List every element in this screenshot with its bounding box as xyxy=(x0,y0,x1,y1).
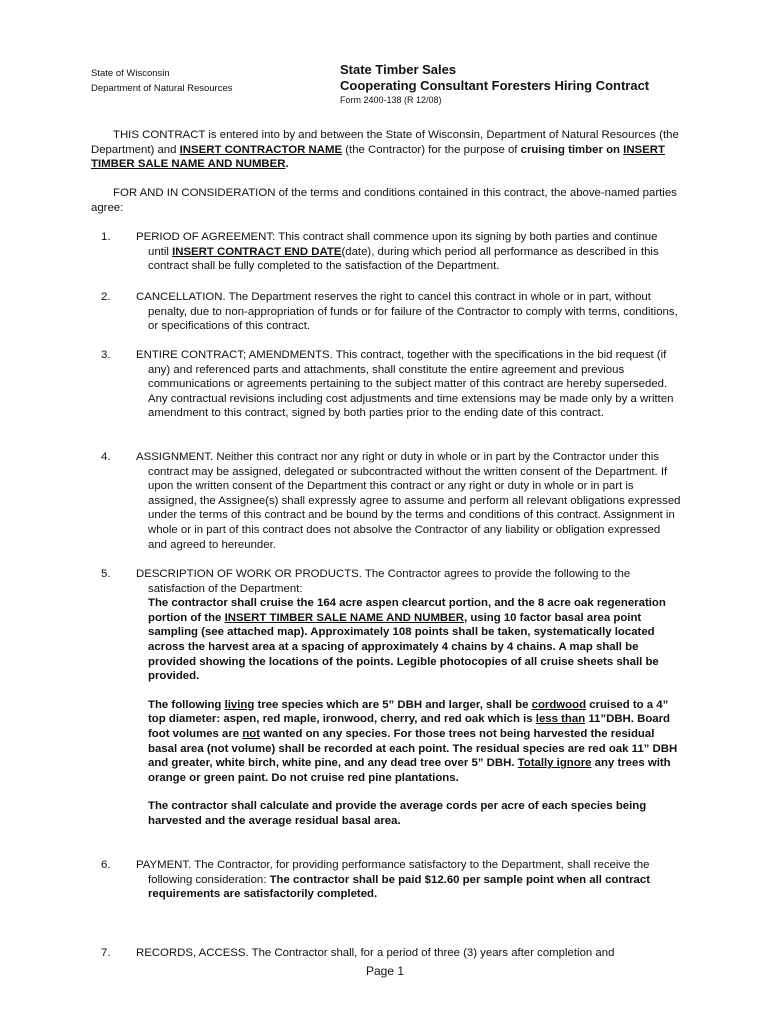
text-run-underlined: not xyxy=(242,727,261,740)
intro-text-f: . xyxy=(285,158,289,171)
text-run: any trees with orange or green paint. Do not cruise red pine plantations. xyxy=(148,757,671,784)
section-number: 5. xyxy=(101,568,111,580)
text-run-underlined: cordwood xyxy=(531,698,587,711)
title-primary: State Timber Sales xyxy=(340,62,457,77)
text-run: , using 10 factor basal area point sampling (see attached map). Approximately 108 points shall be taken, systematically located across the harvest area at a spacing of approximately 4 chains by 4 chains. A map shall be provided showing the locations of the points. Legible photocopies of all cruise sheets shall be provided. xyxy=(148,611,659,683)
timber-sale-placeholder: INSERT TIMBER SALE NAME AND NUMBER xyxy=(224,611,464,624)
work-description-species xyxy=(148,698,681,786)
consideration-text: FOR AND IN CONSIDERATION of the terms and conditions contained in this contract, the above-named parties agree: xyxy=(91,187,677,214)
consideration-paragraph xyxy=(91,186,681,215)
title-secondary: Cooperating Consultant Foresters Hiring Contract xyxy=(340,78,650,93)
payment-terms: The contractor shall be paid $12.60 per sample point when all contract requirements are satisfactorily completed. xyxy=(148,873,651,901)
section-text: ENTIRE CONTRACT; AMENDMENTS. This contract, together with the specifications in the bid request (if any) and referenced parts and attachments, shall constitute the entire agreement and previous communications or agreements pertaining to the subject matter of this contract are hereby superseded. Any contractual revisions including cost adjustments and time extensions may be made only by a written amendment to this contract, signed by both parties prior to the ending date of this contract. xyxy=(136,349,674,420)
section-text: RECORDS, ACCESS. The Contractor shall, for a period of three (3) years after completion and xyxy=(136,947,615,959)
text-run: 11”DBH. Board foot volumes are xyxy=(148,713,671,740)
page-number: Page 1 xyxy=(365,964,405,978)
section-text: ASSIGNMENT. Neither this contract nor any right or duty in whole or in part by the Contractor under this contract may be assigned, delegated or subcontracted without the written consent of the Department. If upon the written consent of the Department this contract or any right or duty in whole or in part is assigned, the Assignee(s) shall expressly agree to assume and perform all relevant obligations expressed under the terms of this contract and be bound by the terms and conditions of this contract. Assignment in whole or in part of this contract does not absolve the Contractor of any liability or obligation expressed and agreed to hereunder. xyxy=(136,451,681,551)
section-number: 3. xyxy=(101,349,111,361)
intro-text-a: THIS CONTRACT is entered into by and between the State of Wisconsin, Department of Natural Resources (the Department) and xyxy=(91,129,679,156)
agency-block xyxy=(91,66,233,96)
section-assignment xyxy=(91,450,681,552)
section-text: CANCELLATION. The Department reserves the right to cancel this contract in whole or in part, without penalty, due to non-appropriation of funds or for failure of the Contractor to comply with terms, conditions, or specifications of this contract. xyxy=(136,291,678,333)
work-description-cruise xyxy=(148,596,681,684)
section-period-of-agreement xyxy=(91,230,681,274)
section-payment xyxy=(91,858,681,902)
intro-text-d: cruising timber on xyxy=(520,143,624,156)
text-run: The contractor shall cruise the 164 acre aspen clearcut portion, and the 8 acre oak regeneration portion of the xyxy=(148,597,666,624)
section-entire-contract xyxy=(91,348,681,421)
section-number: 6. xyxy=(101,859,111,871)
end-date-placeholder: INSERT CONTRACT END DATE xyxy=(172,245,342,258)
work-description-calculation: The contractor shall calculate and provide the average cords per acre of each species being harvested and the average residual basal area. xyxy=(148,800,647,827)
section-text: (date), during which period all performance as described in this contract shall be fully completed to the satisfaction of the Department. xyxy=(148,245,659,273)
section-description-of-work xyxy=(91,567,681,829)
section-number: 2. xyxy=(101,291,111,303)
contractor-name-placeholder: INSERT CONTRACTOR NAME xyxy=(179,143,343,156)
text-run-underlined: living xyxy=(224,698,255,711)
section-text: PAYMENT. The Contractor, for providing performance satisfactory to the Department, shall receive the following consideration: xyxy=(136,859,650,886)
section-number: 4. xyxy=(101,451,111,463)
section-number: 7. xyxy=(101,947,111,959)
section-records-access xyxy=(91,946,681,961)
title-block xyxy=(340,62,649,106)
section-text: DESCRIPTION OF WORK OR PRODUCTS. The Contractor agrees to provide the following to the satisfaction of the Department: xyxy=(136,568,631,595)
section-text: PERIOD OF AGREEMENT: This contract shall commence upon its signing by both parties and continue until xyxy=(136,231,658,258)
section-number: 1. xyxy=(101,231,111,243)
text-run-underlined: Totally ignore xyxy=(517,757,592,770)
timber-sale-placeholder: INSERT TIMBER SALE NAME AND NUMBER xyxy=(91,143,665,171)
intro-text-c: (the Contractor) for the purpose of xyxy=(342,143,521,156)
agency-state: State of Wisconsin xyxy=(91,68,170,79)
text-run: The following xyxy=(148,698,225,711)
form-number: Form 2400-138 (R 12/08) xyxy=(340,95,442,105)
text-run: wanted on any species. For those trees not being harvested the residual basal area (not volume) shall be recorded at each point. The residual species are red oak 11” DBH and greater, white birch, white pine, and any dead tree over 5” DBH. xyxy=(148,727,678,770)
intro-paragraph xyxy=(91,128,681,172)
section-cancellation xyxy=(91,290,681,334)
text-run: cruised to a 4” top diameter: aspen, red maple, ironwood, cherry, and red oak which is xyxy=(148,698,669,726)
text-run-underlined: less than xyxy=(535,713,586,726)
agency-department: Department of Natural Resources xyxy=(91,83,233,94)
text-run: tree species which are 5” DBH and larger, shall be xyxy=(254,698,532,711)
